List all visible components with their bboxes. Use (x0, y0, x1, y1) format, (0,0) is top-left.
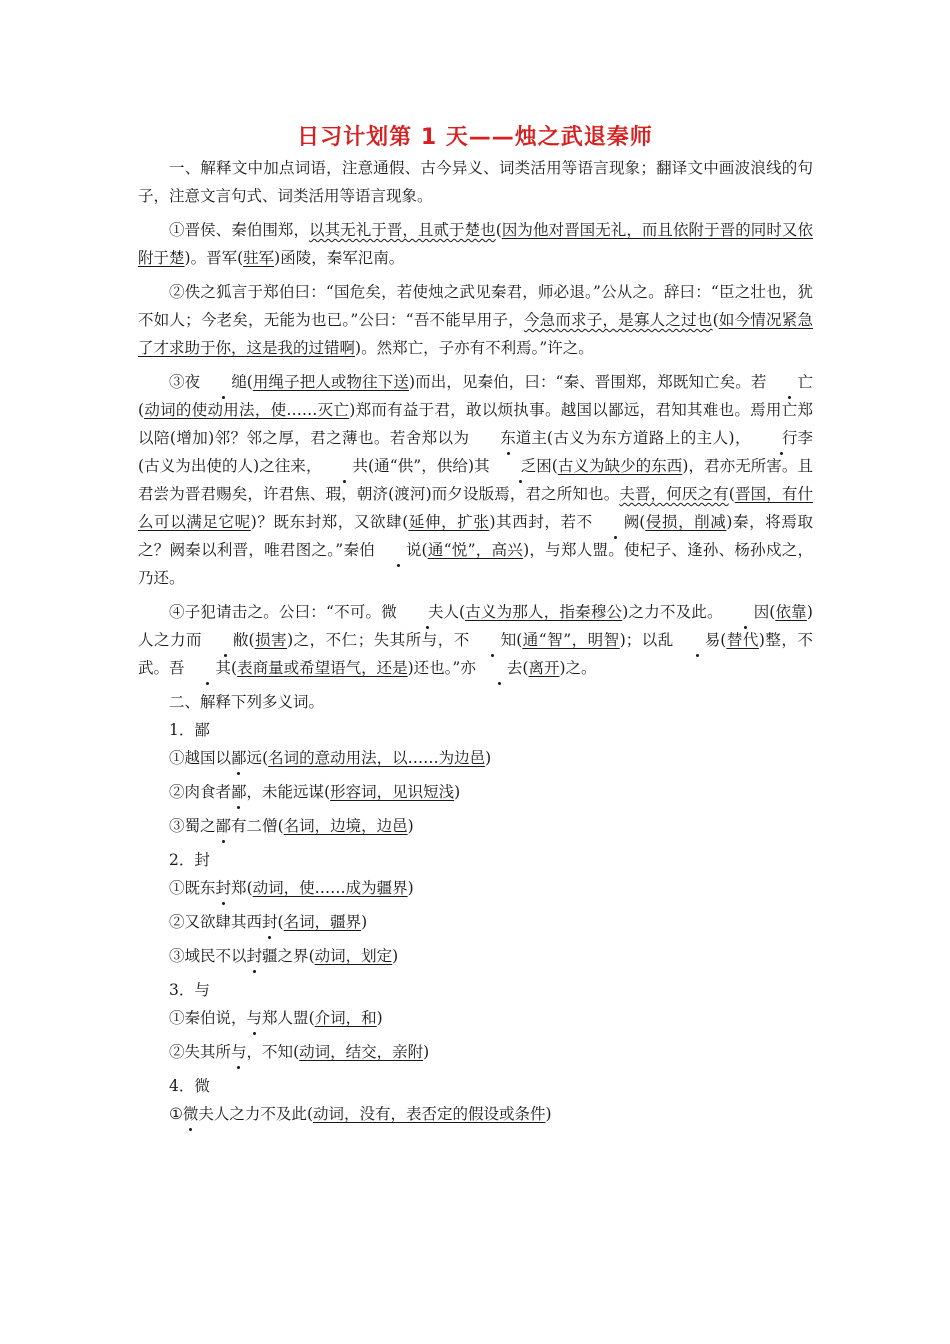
answer: 动词，没有，表否定的假设或条件 (313, 1105, 546, 1123)
polysemy-item: ③蜀之鄙有二僧(名词，边境，边邑) (138, 812, 813, 840)
passage-paragraph-2: ②佚之狐言于郑伯曰：“国危矣，若使烛之武见秦君，师必退。”公从之。辞曰：“臣之壮也，犹不如人；今老矣，无能为也已。”公曰：“吾不能早用子，今急而求子，是寡人之过也(如今情况紧急了才求助于你，这是我的过错啊)。然郑亡，子亦有不利焉。”许之。 (138, 283, 813, 357)
passage-paragraph-3: ③夜 缒(用绳子把人或物往下送)而出，见秦伯，曰：“秦、晋围郑，郑既知亡矣。若 亡(动词的使动用法，使……灭亡)郑而有益于君，敢以烦执事。越国以鄙远，君知其难也。焉用亡郑以陪(增加)邻？邻之厚，君之薄也。若舍郑以为 东道主(古义为东方道路上的主人)， 行李(古义为出使的人)之往来， 共(通“供”，供给)其 乏困(古义为缺少的东西)，君亦无所害。且君尝为晋君赐矣，许君焦、瑕，朝济(渡河)而夕设版焉，君之所知也。夫晋，何厌之有(晋国，有什么可以满足它呢)？既东封郑，又欲肆(延伸，扩张)其西封，若不 阙(侵损，削减)秦，将焉取之？阙秦以利晋，唯君图之。”秦伯 说(通“悦”，高兴)，与郑人盟。使杞子、逢孙、杨孙戍之，乃还。 (138, 368, 813, 592)
polysemy-word-1: 1．鄙 (169, 721, 210, 739)
answer: 古义为东方道路上的主人 (552, 429, 729, 447)
answer: 通“智”，明智 (522, 631, 620, 649)
answer: 依靠 (775, 603, 807, 621)
dotted-word: 缒 (200, 368, 247, 396)
answer: 古义为缺少的东西 (557, 457, 683, 475)
polysemy-item: ③域民不以封疆之界(动词，划定) (138, 942, 813, 970)
answer: 动词的使动用法，使……灭亡 (144, 401, 350, 419)
dotted-word: 夫人 (397, 598, 459, 626)
dotted-word: 封 (247, 942, 263, 970)
answer: 离开 (528, 659, 560, 677)
dotted-word: 东道主 (469, 424, 547, 452)
answer: 古义为那人，指秦穆公 (465, 603, 623, 621)
dotted-word: 敝 (202, 626, 249, 654)
answer: 动词，使……成为疆界 (252, 879, 408, 897)
polysemy-word-2: 2．封 (169, 851, 210, 869)
dotted-word: 鄙 (231, 744, 247, 772)
polysemy-word-3: 3．与 (169, 981, 210, 999)
page-title: 日习计划第 1 天——烛之武退秦师 (297, 125, 653, 150)
answer: 介词，和 (314, 1009, 377, 1027)
document-body (138, 154, 813, 1128)
answer: 晋国，有什么可以满足它呢 (138, 485, 813, 531)
answer: 通“供”，供给 (374, 457, 468, 475)
dotted-word: 知 (470, 626, 517, 654)
answer: 动词，结交，亲附 (299, 1043, 424, 1061)
answer: 驻军 (243, 249, 275, 267)
answer: 通“悦”，高兴 (427, 541, 524, 559)
answer: 古义为出使的人 (144, 457, 254, 475)
dotted-word: 与 (247, 1004, 263, 1032)
answer: 替代 (726, 631, 759, 649)
dotted-word: 亡 (766, 368, 813, 396)
answer: 如今情况紧急了才求助于你，这是我的过错啊 (138, 311, 813, 357)
answer: 名词，边境，边邑 (283, 817, 408, 835)
dotted-word: 与 (231, 1038, 247, 1066)
dotted-word: 说 (375, 536, 422, 564)
dotted-word: 阙 (593, 508, 640, 536)
dotted-word: 行李 (751, 424, 813, 452)
dotted-word: 去 (476, 654, 523, 682)
dotted-word: 因 (723, 598, 770, 626)
passage-paragraph-1: ①晋侯、秦伯围郑，以其无礼于晋，且贰于楚也(因为他对晋国无礼，而且依附于晋的同时又依附于楚)。晋军(驻军)函陵，秦军氾南。 (138, 221, 813, 267)
polysemy-item: ②肉食者鄙，未能远谋(形容词，见识短浅) (138, 778, 813, 806)
passage-paragraph-4: ④子犯请击之。公曰：“不可。微 夫人(古义为那人，指秦穆公)之力不及此。 因(依靠)人之力而 敝(损害)之，不仁；失其所与，不 知(通“智”，明智)；以乱 易(替代)整，不武。吾 其(表商量或希望语气，还是)还也。”亦 去(离开)之。 (138, 598, 813, 682)
answer: 因为他对晋国无礼，而且依附于晋的同时又依附于楚 (138, 221, 813, 267)
answer: 动词，划定 (314, 947, 393, 965)
answer: 增加 (175, 429, 209, 447)
polysemy-item: ①越国以鄙远(名词的意动用法，以……为边邑) (138, 744, 813, 772)
dotted-word: 封 (262, 908, 278, 936)
dotted-word: 共 (322, 452, 369, 480)
answer: 形容词，见识短浅 (330, 783, 455, 801)
dotted-word: 乏困 (490, 452, 552, 480)
answer: 延伸，扩张 (408, 513, 490, 531)
section-2-heading: 二、解释下列多义词。 (169, 693, 325, 711)
dotted-word: 封 (216, 874, 232, 902)
wavy-sentence: 今急而求子，是寡人之过也 (523, 311, 713, 329)
answer: 侵损，削减 (645, 513, 727, 531)
polysemy-word-4: 4．微 (169, 1077, 210, 1095)
polysemy-item: ①秦伯说，与郑人盟(介词，和) (138, 1004, 813, 1032)
wavy-sentence: 夫晋，何厌之有 (619, 485, 729, 503)
polysemy-item: ②失其所与，不知(动词，结交，亲附) (138, 1038, 813, 1066)
answer: 名词，疆界 (283, 913, 362, 931)
dotted-word: 易 (674, 626, 721, 654)
polysemy-item: ①微夫人之力不及此(动词，没有，表否定的假设或条件) (138, 1100, 813, 1128)
dotted-word: 鄙 (231, 778, 247, 806)
section-1-instructions: 一、解释文中加点词语，注意通假、古今异义、词类活用等语言现象；翻译文中画波浪线的句子，注意文言句式、词类活用等语言现象。 (138, 159, 813, 205)
dotted-word: 鄙 (216, 812, 232, 840)
answer: 表商量或希望语气，还是 (237, 659, 408, 677)
answer: 名词的意动用法，以……为边邑 (268, 749, 486, 767)
answer: 损害 (254, 631, 288, 649)
wavy-sentence: 以其无礼于晋，且贰于楚也 (309, 221, 496, 239)
dotted-word: 其 (185, 654, 232, 682)
polysemy-item: ①既东封郑(动词，使……成为疆界) (138, 874, 813, 902)
answer: 渡河 (394, 485, 426, 503)
dotted-word: 微 (183, 1100, 199, 1128)
polysemy-item: ②又欲肆其西封(名词，疆界) (138, 908, 813, 936)
answer: 用绳子把人或物往下送 (252, 373, 409, 391)
